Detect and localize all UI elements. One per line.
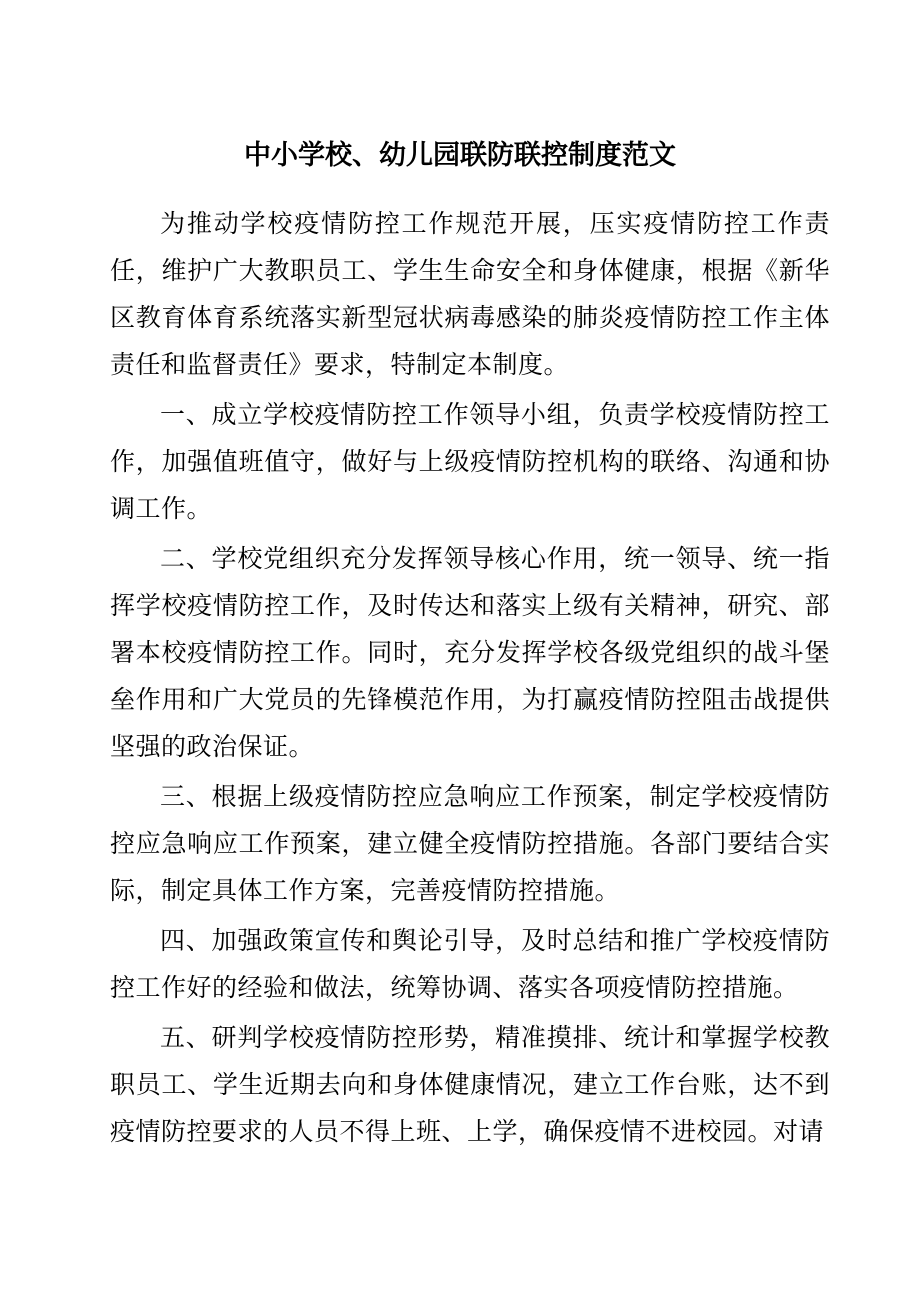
paragraph-item-4: 四、加强政策宣传和舆论引导，及时总结和推广学校疫情防控工作好的经验和做法，统筹协调、落实各项疫情防控措施。	[110, 926, 830, 1002]
paragraph-item-5: 五、研判学校疫情防控形势，精准摸排、统计和掌握学校教职员工、学生近期去向和身体健康情况，建立工作台账，达不到疫情防控要求的人员不得上班、上学，确保疫情不进校园。对请	[110, 1023, 830, 1146]
paragraph-item-2: 二、学校党组织充分发挥领导核心作用，统一领导、统一指挥学校疫情防控工作，及时传达和落实上级有关精神，研究、部署本校疫情防控工作。同时，充分发挥学校各级党组织的战斗堡垒作用和广大党员的先锋模范作用，为打赢疫情防控阻击战提供坚强的政治保证。	[110, 544, 830, 761]
document-title: 中小学校、幼儿园联防联控制度范文	[244, 140, 676, 171]
paragraph-item-3: 三、根据上级疫情防控应急响应工作预案，制定学校疫情防控应急响应工作预案，建立健全疫情防控措施。各部门要结合实际，制定具体工作方案，完善疫情防控措施。	[110, 782, 830, 905]
document-body	[110, 200, 830, 1155]
paragraph-item-1: 一、成立学校疫情防控工作领导小组，负责学校疫情防控工作，加强值班值守，做好与上级疫情防控机构的联络、沟通和协调工作。	[110, 400, 830, 523]
paragraph-intro: 为推动学校疫情防控工作规范开展，压实疫情防控工作责任，维护广大教职员工、学生生命安全和身体健康，根据《新华区教育体育系统落实新型冠状病毒感染的肺炎疫情防控工作主体责任和监督责任》要求，特制定本制度。	[110, 209, 830, 379]
